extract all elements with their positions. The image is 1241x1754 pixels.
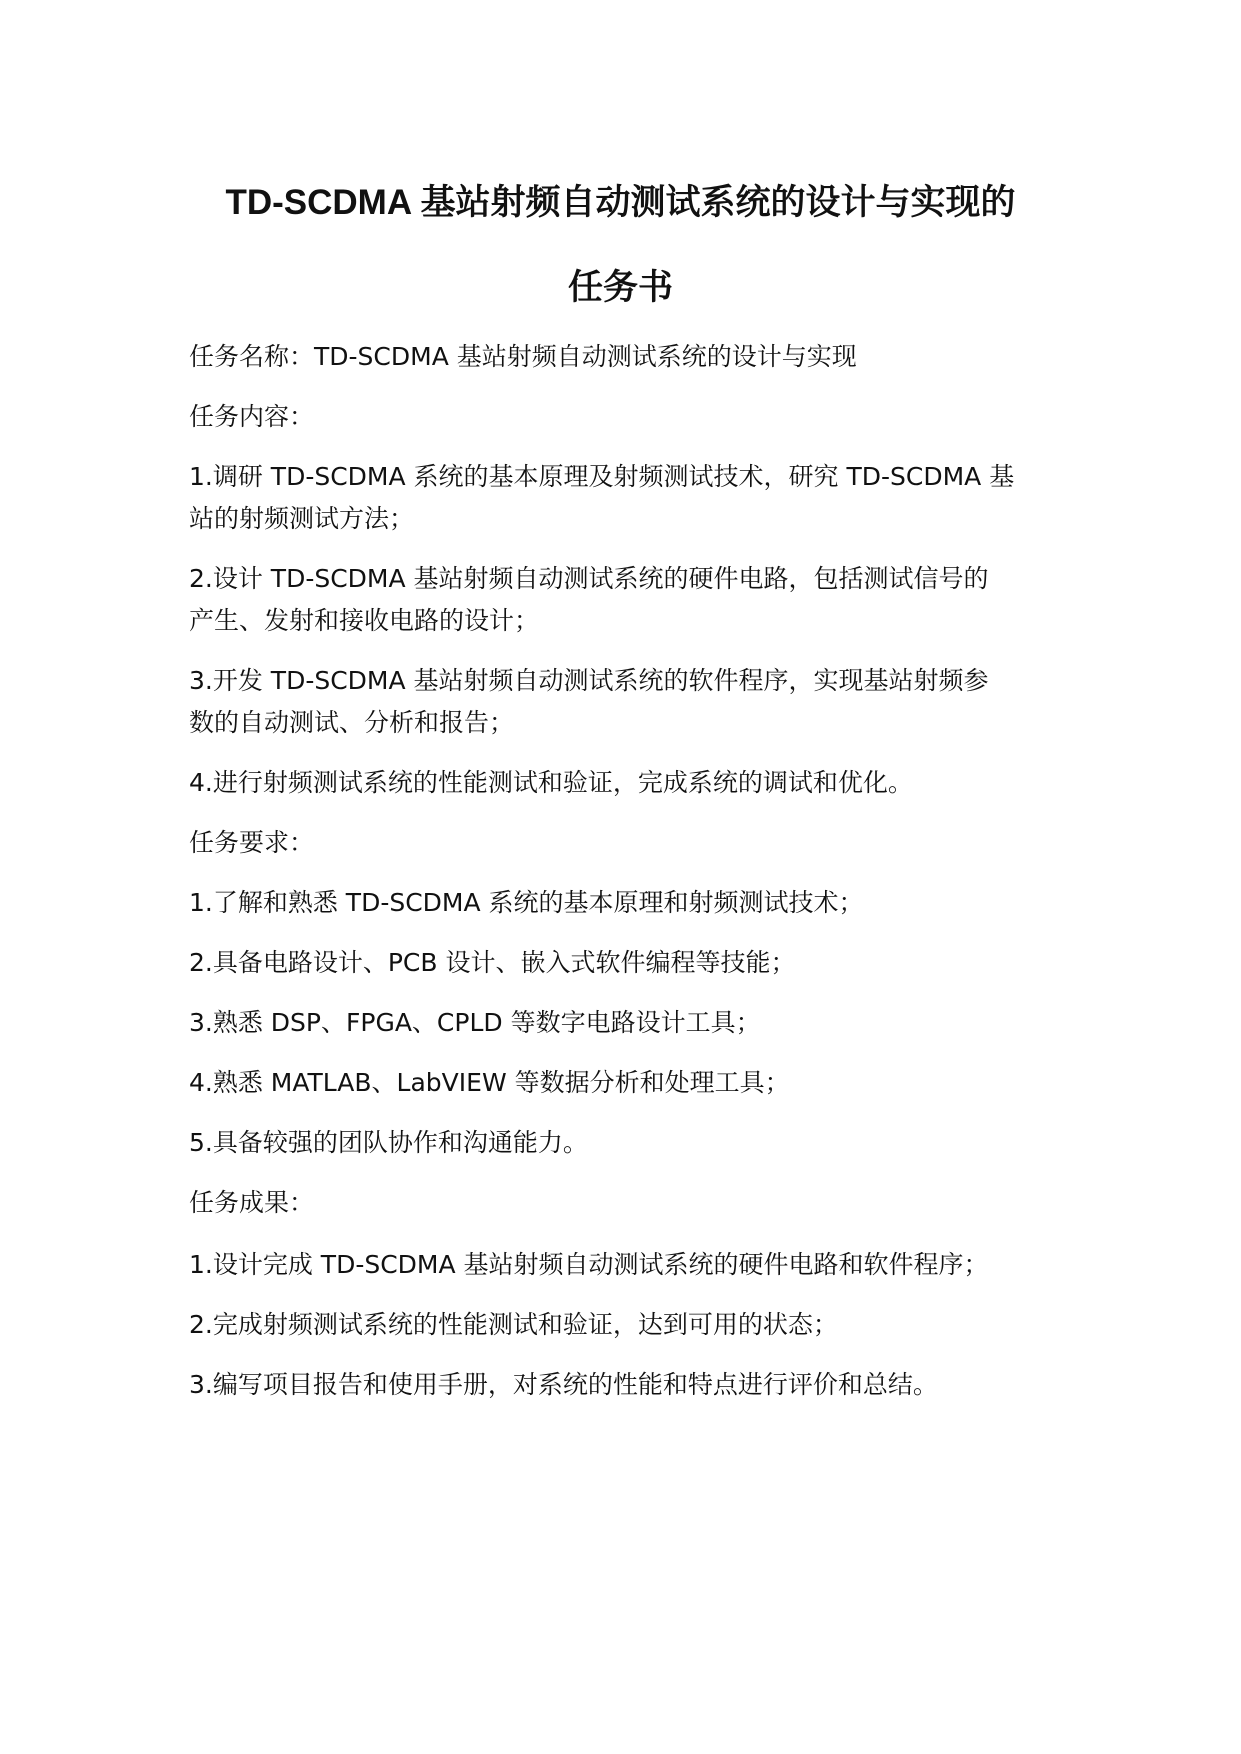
task-name: 任务名称：TD-SCDMA 基站射频自动测试系统的设计与实现 <box>189 342 857 371</box>
content-item-1-line-2: 站的射频测试方法； <box>189 504 415 533</box>
result-item-2: 2.完成射频测试系统的性能测试和验证，达到可用的状态； <box>189 1310 838 1339</box>
requirement-item-3: 3.熟悉 DSP、FPGA、CPLD 等数字电路设计工具； <box>189 1008 761 1037</box>
content-item-2-line-1: 2.设计 TD-SCDMA 基站射频自动测试系统的硬件电路，包括测试信号的 <box>189 564 989 593</box>
requirement-item-2: 2.具备电路设计、PCB 设计、嵌入式软件编程等技能； <box>189 948 796 977</box>
content-heading: 任务内容： <box>189 402 315 431</box>
requirements-heading: 任务要求： <box>189 828 315 857</box>
requirement-item-5: 5.具备较强的团队协作和沟通能力。 <box>189 1128 588 1157</box>
results-heading: 任务成果： <box>189 1188 315 1217</box>
result-item-1: 1.设计完成 TD-SCDMA 基站射频自动测试系统的硬件电路和软件程序； <box>189 1250 989 1279</box>
document-title-line-1: TD-SCDMA 基站射频自动测试系统的设计与实现的 <box>225 183 1016 222</box>
result-item-3: 3.编写项目报告和使用手册，对系统的性能和特点进行评价和总结。 <box>189 1370 938 1399</box>
content-item-4: 4.进行射频测试系统的性能测试和验证，完成系统的调试和优化。 <box>189 768 913 797</box>
content-item-1-line-1: 1.调研 TD-SCDMA 系统的基本原理及射频测试技术，研究 TD-SCDMA 基 <box>189 462 1015 491</box>
content-item-3-line-1: 3.开发 TD-SCDMA 基站射频自动测试系统的软件程序，实现基站射频参 <box>189 666 989 695</box>
requirement-item-4: 4.熟悉 MATLAB、LabVIEW 等数据分析和处理工具； <box>189 1068 790 1097</box>
content-item-2-line-2: 产生、发射和接收电路的设计； <box>189 606 540 635</box>
document-title-line-2: 任务书 <box>567 268 673 307</box>
content-item-3-line-2: 数的自动测试、分析和报告； <box>189 708 515 737</box>
requirement-item-1: 1.了解和熟悉 TD-SCDMA 系统的基本原理和射频测试技术； <box>189 888 864 917</box>
